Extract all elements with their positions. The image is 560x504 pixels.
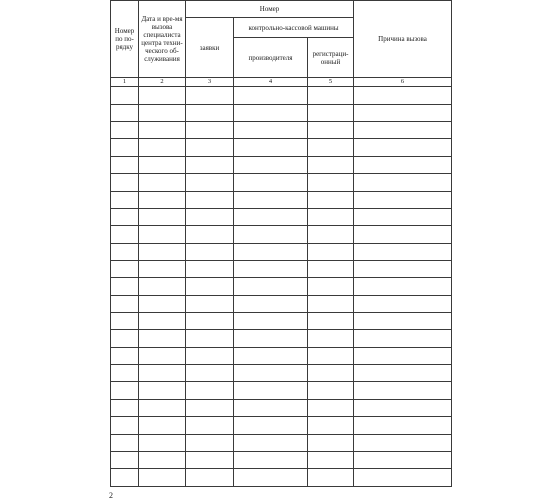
table-cell [354,226,452,243]
table-cell [234,451,308,468]
table-cell [111,208,139,225]
table-cell [186,243,234,260]
table-cell [354,313,452,330]
table-cell [139,330,186,347]
table-cell [111,313,139,330]
table-cell [354,399,452,416]
table-cell [354,87,452,104]
table-cell [354,451,452,468]
table-cell [354,295,452,312]
table-cell [111,156,139,173]
table-cell [308,226,354,243]
column-number: 4 [234,78,308,87]
table-row [111,313,452,330]
header-call-datetime: Дата и вре-мя вызова специалиста центра техни-ческого об-служивания [139,1,186,78]
table-cell [234,313,308,330]
table-cell [111,417,139,434]
header-registration: регистраци-онный [308,38,354,78]
table-cell [139,122,186,139]
table-cell [139,295,186,312]
table-cell [186,382,234,399]
table-row [111,226,452,243]
table-cell [186,469,234,487]
table-cell [111,469,139,487]
table-cell [234,382,308,399]
table-cell [139,260,186,277]
table-cell [308,243,354,260]
table-cell [308,260,354,277]
table-cell [308,382,354,399]
table-cell [354,330,452,347]
table-cell [139,417,186,434]
table-cell [186,260,234,277]
table-row [111,87,452,104]
table-cell [308,122,354,139]
table-cell [139,226,186,243]
table-cell [308,104,354,121]
table-cell [139,469,186,487]
table-cell [186,104,234,121]
table-cell [139,278,186,295]
table-cell [139,434,186,451]
table-row [111,278,452,295]
table-cell [354,365,452,382]
table-cell [111,122,139,139]
table-cell [354,156,452,173]
table-cell [139,139,186,156]
table-cell [308,347,354,364]
header-row-1 [111,1,452,18]
table-cell [234,243,308,260]
table-cell [308,156,354,173]
table-cell [308,295,354,312]
table-cell [354,191,452,208]
table-cell [234,174,308,191]
table-cell [308,365,354,382]
column-number: 2 [139,78,186,87]
table-cell [139,365,186,382]
table-cell [139,191,186,208]
table-cell [186,313,234,330]
table-row [111,365,452,382]
table-row [111,191,452,208]
table-row [111,260,452,277]
table-cell [234,226,308,243]
table-cell [186,347,234,364]
table-row [111,295,452,312]
table-cell [186,122,234,139]
table-cell [234,139,308,156]
table-cell [234,156,308,173]
table-cell [308,278,354,295]
table-cell [234,365,308,382]
table-cell [111,174,139,191]
table-cell [354,382,452,399]
table-row [111,139,452,156]
column-number: 6 [354,78,452,87]
table-cell [234,87,308,104]
table-cell [354,243,452,260]
table-cell [111,139,139,156]
table-row [111,122,452,139]
table-cell [234,434,308,451]
table-cell [354,104,452,121]
column-number: 1 [111,78,139,87]
table-cell [186,278,234,295]
table-cell [186,174,234,191]
table-row [111,417,452,434]
table-cell [186,330,234,347]
table-cell [308,434,354,451]
table-cell [308,451,354,468]
table-cell [308,139,354,156]
table-cell [111,434,139,451]
table-cell [234,295,308,312]
table-cell [139,243,186,260]
header-request: заявки [186,18,234,78]
table-row [111,156,452,173]
table-row [111,399,452,416]
table-cell [111,295,139,312]
call-log-table [110,0,452,487]
table-cell [308,208,354,225]
table-cell [308,399,354,416]
table-cell [354,278,452,295]
column-number: 3 [186,78,234,87]
table-cell [111,347,139,364]
table-row [111,382,452,399]
table-cell [111,278,139,295]
table-row [111,243,452,260]
table-cell [308,417,354,434]
table-cell [234,417,308,434]
table-cell [308,469,354,487]
table-cell [354,434,452,451]
header-seq-no: Номер по по-рядку [111,1,139,78]
column-number: 5 [308,78,354,87]
table-cell [354,469,452,487]
table-cell [308,191,354,208]
table-row [111,208,452,225]
table-cell [234,104,308,121]
table-cell [111,399,139,416]
table-row [111,174,452,191]
table-cell [186,451,234,468]
header-number-group: Номер [186,1,354,18]
table-cell [111,451,139,468]
table-cell [139,399,186,416]
table-cell [139,347,186,364]
table-cell [234,330,308,347]
header-kkm-group: контрольно-кассовой машины [234,18,354,38]
table-row [111,104,452,121]
table-row [111,434,452,451]
table-cell [234,260,308,277]
table-cell [139,104,186,121]
table-cell [308,313,354,330]
table-cell [234,399,308,416]
table-cell [139,382,186,399]
column-number-row [111,78,452,87]
table-cell [354,347,452,364]
table-cell [186,87,234,104]
table-cell [139,313,186,330]
page-number: 2 [109,491,113,500]
table-row [111,330,452,347]
table-cell [186,434,234,451]
table-cell [139,156,186,173]
table-cell [111,365,139,382]
table-cell [354,139,452,156]
header-reason: Причина вызова [354,1,452,78]
table-cell [111,87,139,104]
table-cell [354,122,452,139]
table-cell [234,191,308,208]
table-cell [186,417,234,434]
table-cell [186,295,234,312]
table-cell [139,174,186,191]
table-cell [234,469,308,487]
table-cell [111,330,139,347]
table-cell [111,191,139,208]
header-manufacturer: производителя [234,38,308,78]
table-cell [111,226,139,243]
table-cell [139,451,186,468]
table-cell [111,243,139,260]
table-cell [139,87,186,104]
table-cell [234,208,308,225]
table-cell [234,122,308,139]
table-cell [186,208,234,225]
table-cell [308,330,354,347]
table-cell [186,191,234,208]
table-cell [354,174,452,191]
table-cell [354,260,452,277]
table-cell [186,139,234,156]
table-cell [111,260,139,277]
table-row [111,451,452,468]
table-cell [186,226,234,243]
table-row [111,469,452,487]
table-cell [308,87,354,104]
table-cell [354,208,452,225]
table-cell [111,382,139,399]
table-cell [354,417,452,434]
table-cell [139,208,186,225]
table-cell [186,365,234,382]
table-cell [186,399,234,416]
table-cell [234,278,308,295]
table-cell [111,104,139,121]
table-cell [308,174,354,191]
table-cell [234,347,308,364]
table-row [111,347,452,364]
table-cell [186,156,234,173]
